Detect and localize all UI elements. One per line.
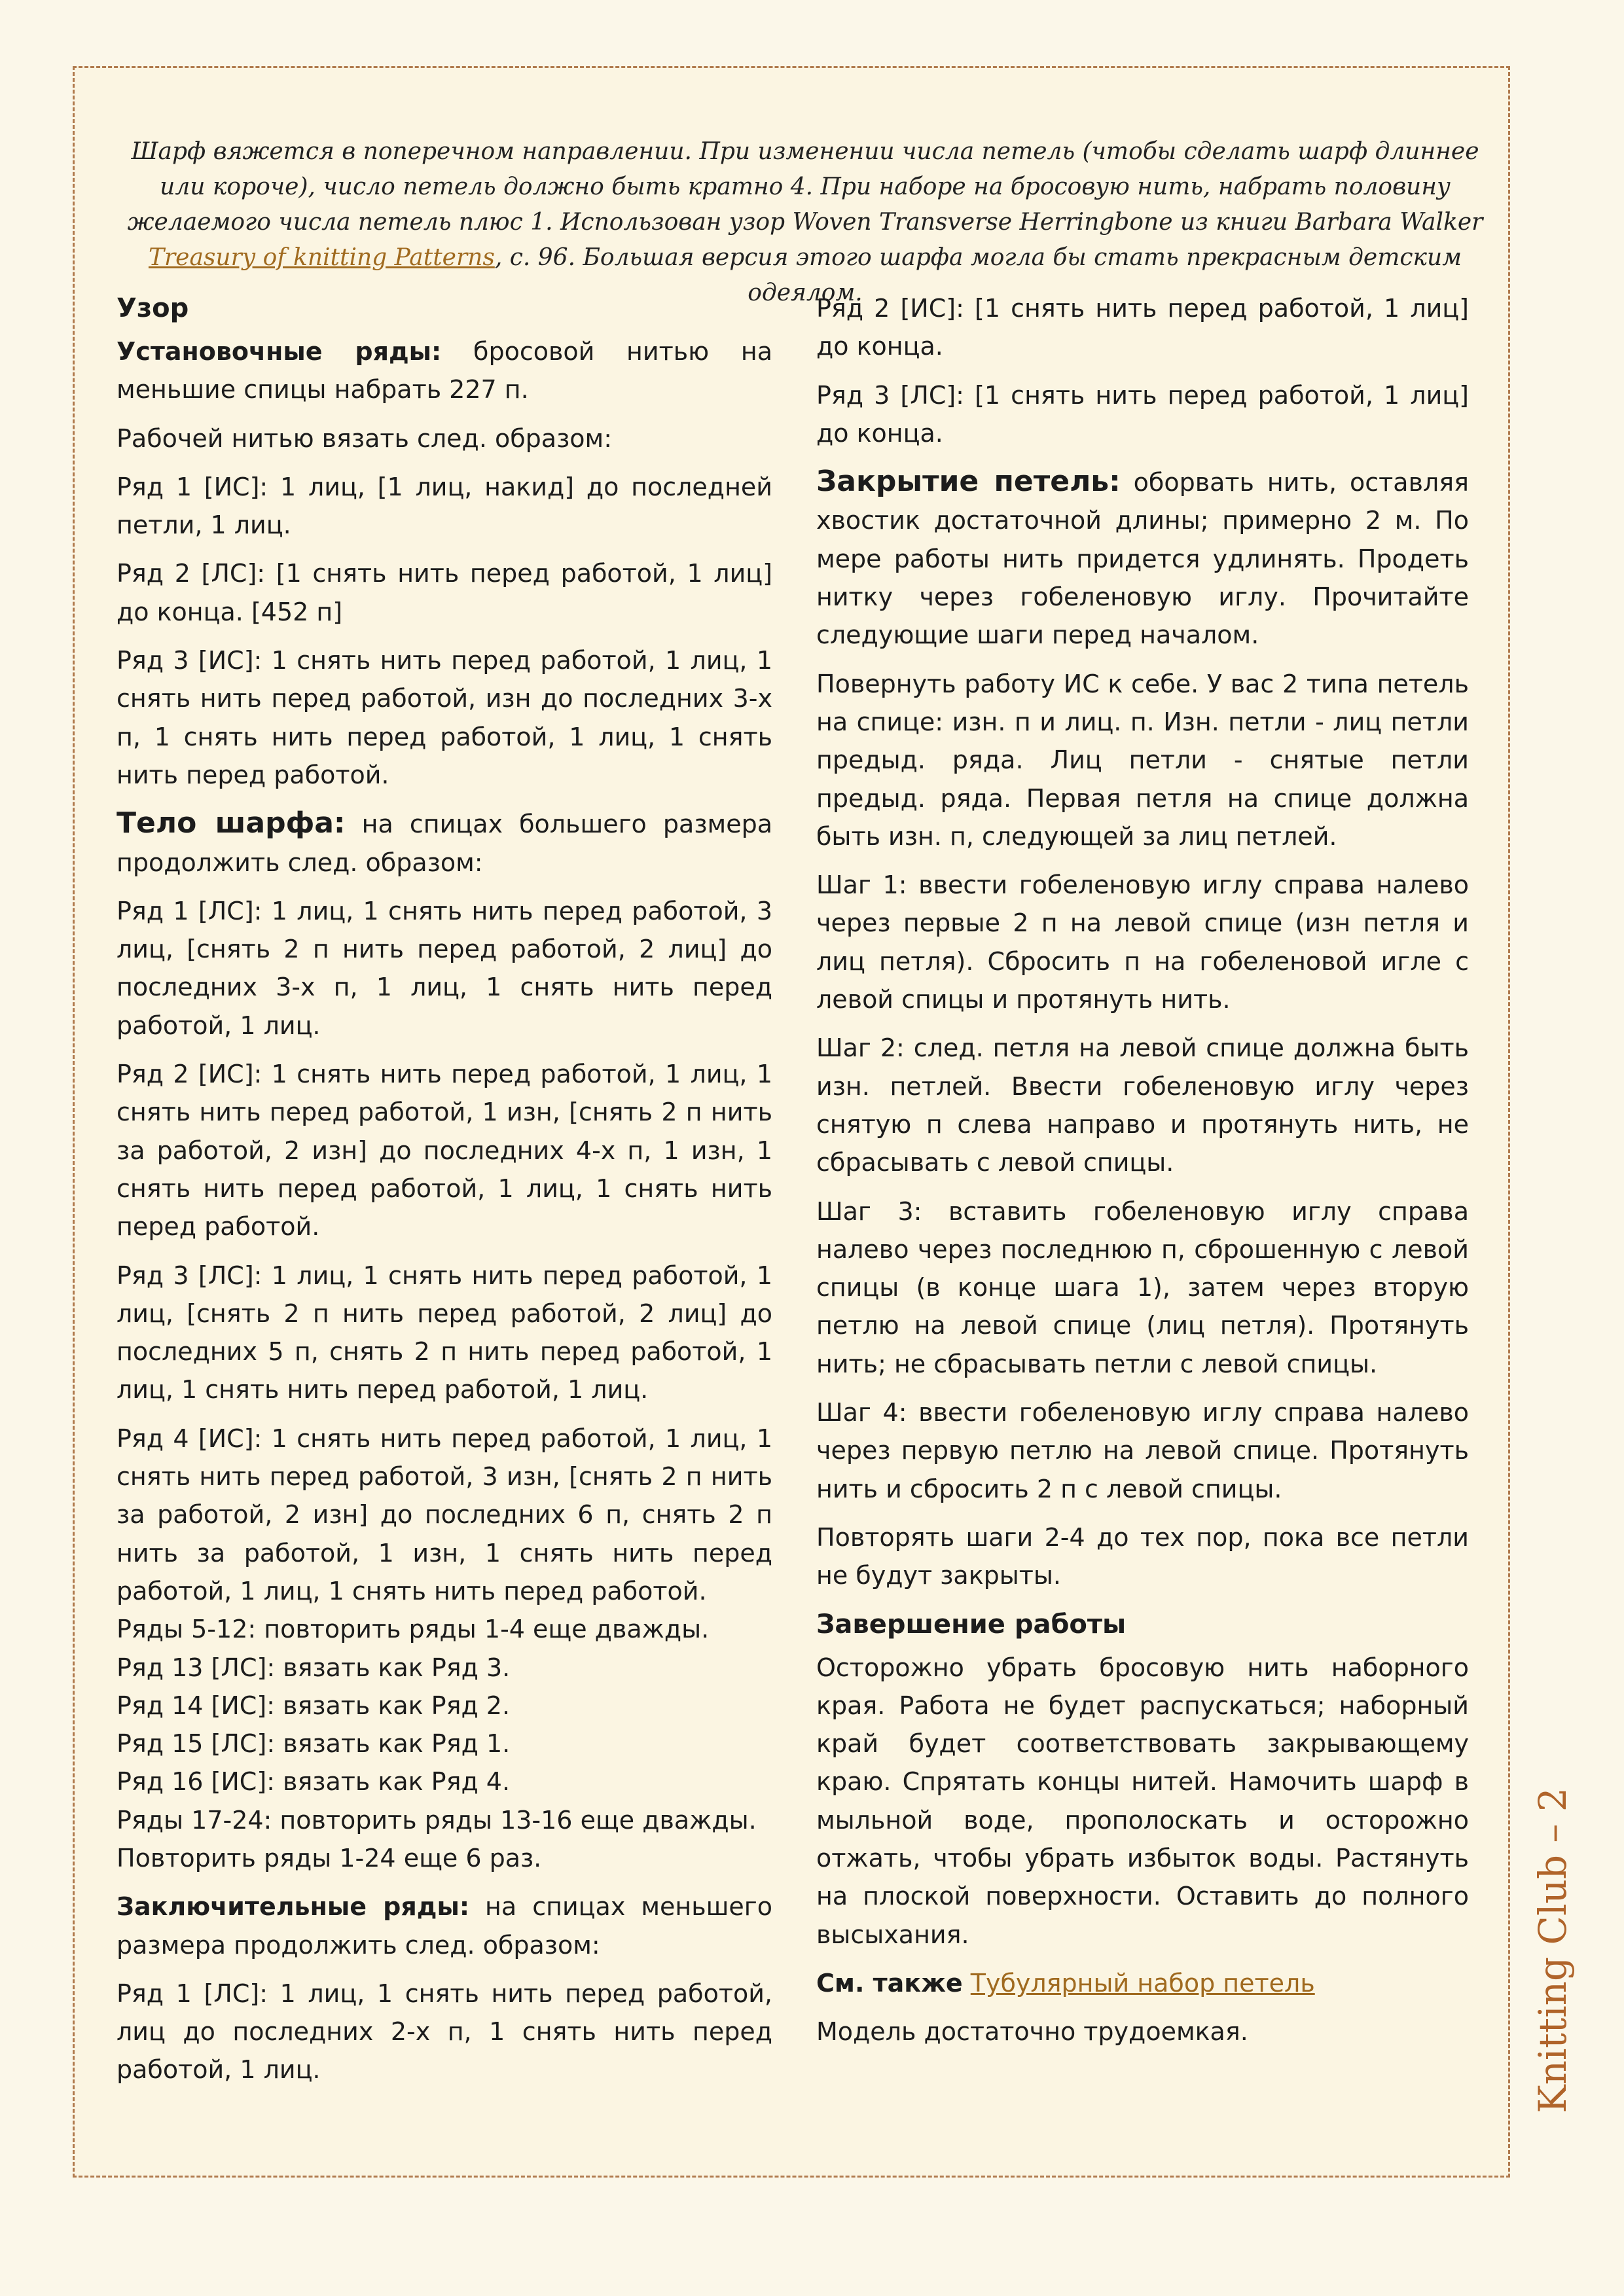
working-yarn-note: Рабочей нитью вязать след. образом:: [117, 423, 612, 453]
left-column: [117, 289, 772, 2100]
row-15: Ряд 15 [ЛС]: вязать как Ряд 1.: [117, 1729, 511, 1759]
step-2: Шаг 2: след. петля на левой спице должна быть изн. петлей. Ввести гобеленовую иглу через снятую п слева направо и протянуть нить, не сбрасывать с левой спицы.: [816, 1033, 1469, 1177]
final-row-3: Ряд 3 [ЛС]: [1 снять нить перед работой, 1 лиц] до конца.: [816, 380, 1469, 448]
right-column: [816, 289, 1469, 2061]
setup-row-3: Ряд 3 [ИС]: 1 снять нить перед работой, 1 лиц, 1 снять нить перед работой, изн до последних 3-х п, 1 снять нить перед работой, 1 лиц, 1 снять нить перед работой.: [117, 646, 772, 789]
setup-rows-intro: Установочные ряды: бросовой нитью на меньшие спицы набрать 227 п.: [117, 337, 773, 404]
body-row-4: Ряд 4 [ИС]: 1 снять нить перед работой, 1 лиц, 1 снять нить перед работой, 3 изн, [снять 2 п нить за работой, 2 изн] до последних 6 п, снять 2 п нить за работой, 1 изн, 1 снять нить перед работой, 1 лиц, 1 снять нить перед работой.: [117, 1424, 772, 1605]
step-1: Шаг 1: ввести гобеленовую иглу справа налево через первые 2 п на левой спице (изн петля и лиц петля). Сбросить п на гобеленовой игле с левой спицы и протянуть нить.: [816, 870, 1469, 1014]
row-13: Ряд 13 [ЛС]: вязать как Ряд 3.: [117, 1653, 511, 1682]
body-intro: Тело шарфа: на спицах большего размера продолжить след. образом:: [117, 806, 772, 877]
finishing-heading: Завершение работы: [816, 1609, 1127, 1640]
row-16: Ряд 16 [ИС]: вязать как Ряд 4.: [117, 1767, 511, 1797]
intro-paragraph: Шарф вяжется в поперечном направлении. При изменении числа петель (чтобы сделать шарф длиннее или короче), число петель должно быть кратно 4. При наборе на бросовую нить, набрать половину желаемого числа петель плюс 1. Использован узор Woven Transverse Herringbone из книги Barbara Walker Treasury of knitting Patterns, с. 96. Большая версия этого шарфа могла бы стать прекрасным детским одеялом.: [127, 138, 1483, 306]
step-4: Шаг 4: ввести гобеленовую иглу справа налево через первую петлю на левой спице. Протянуть нить и сбросить 2 п с левой спицы.: [816, 1398, 1469, 1503]
finishing-text: Осторожно убрать бросовую нить наборного края. Работа не будет распускаться; наборный край будет соответствовать закрывающему краю. Спрятать концы нитей. Намочить шарф в мыльной воде, прополоскать и осторожно отжать, чтобы убрать избыток воды. Растянуть на плоской поверхности. Оставить до полного высыхания.: [816, 1653, 1469, 1949]
body-row-3: Ряд 3 [ЛС]: 1 лиц, 1 снять нить перед работой, 1 лиц, [снять 2 п нить перед работой, 2 лиц] до последних 5 п, снять 2 п нить перед работой, 1 лиц, 1 снять нить перед работой, 1 лиц.: [117, 1261, 772, 1405]
rows-5-12: Ряды 5-12: повторить ряды 1-4 еще дважды.: [117, 1615, 710, 1644]
turn-work-note: Повернуть работу ИС к себе. У вас 2 типа петель на спице: изн. п и лиц. п. Изн. петли - лиц петли предыд. ряда. Лиц петли - снятые петли предыд. ряда. Первая петля на спице должна быть изн. п, следующей за лиц петлей.: [816, 669, 1469, 851]
setup-row-1: Ряд 1 [ИС]: 1 лиц, [1 лиц, накид] до последней петли, 1 лиц.: [117, 472, 772, 540]
pattern-heading: Узор: [117, 293, 189, 323]
row-14: Ряд 14 [ИС]: вязать как Ряд 2.: [117, 1691, 511, 1720]
see-also: См. также Тубулярный набор петель: [816, 1968, 1315, 1998]
body-row-1: Ряд 1 [ЛС]: 1 лиц, 1 снять нить перед работой, 3 лиц, [снять 2 п нить перед работой, 2 лиц] до последних 3-х п, 1 лиц, 1 снять нить перед работой, 1 лиц.: [117, 896, 772, 1040]
repeat-steps: Повторять шаги 2-4 до тех пор, пока все петли не будут закрыты.: [816, 1522, 1469, 1590]
tubular-cast-on-link[interactable]: Тубулярный набор петель: [970, 1968, 1315, 1998]
difficulty-note: Модель достаточно трудоемкая.: [816, 2017, 1248, 2047]
body-row-2: Ряд 2 [ИС]: 1 снять нить перед работой, 1 лиц, 1 снять нить перед работой, 1 изн, [снять 2 п нить за работой, 2 изн] до последних 4-х п, 1 изн, 1 снять нить перед работой, 1 лиц, 1 снять нить перед работой.: [117, 1060, 772, 1242]
step-3: Шаг 3: вставить гобеленовую иглу справа налево через последнюю п, сброшенную с левой спицы (в конце шага 1), затем через вторую петлю на левой спице (лиц петля). Протянуть нить; не сбрасывать петли с левой спицы.: [816, 1196, 1469, 1378]
treasury-link[interactable]: Treasury of knitting Patterns: [148, 244, 495, 271]
brand-label: Knitting Club – 2: [1530, 1787, 1576, 2113]
sidebar-brand: [1513, 1787, 1592, 2113]
final-row-1: Ряд 1 [ЛС]: 1 лиц, 1 снять нить перед работой, лиц до последних 2-х п, 1 снять нить перед работой, 1 лиц.: [117, 1979, 772, 2085]
final-rows-intro: Заключительные ряды: на спицах меньшего размера продолжить след. образом:: [117, 1892, 773, 1960]
rows-17-24: Ряды 17-24: повторить ряды 13-16 еще дважды.: [117, 1805, 757, 1835]
setup-row-2: Ряд 2 [ЛС]: [1 снять нить перед работой, 1 лиц] до конца. [452 п]: [117, 559, 772, 626]
bindoff-intro: Закрытие петель: оборвать нить, оставляя хвостик достаточной длины; примерно 2 м. По мере работы нить придется удлинять. Продеть нитку через гобеленовую иглу. Прочитайте следующие шаги перед началом.: [816, 465, 1469, 650]
repeat-rows: Повторить ряды 1-24 еще 6 раз.: [117, 1843, 542, 1873]
final-row-2: Ряд 2 [ИС]: [1 снять нить перед работой, 1 лиц] до конца.: [816, 294, 1469, 361]
